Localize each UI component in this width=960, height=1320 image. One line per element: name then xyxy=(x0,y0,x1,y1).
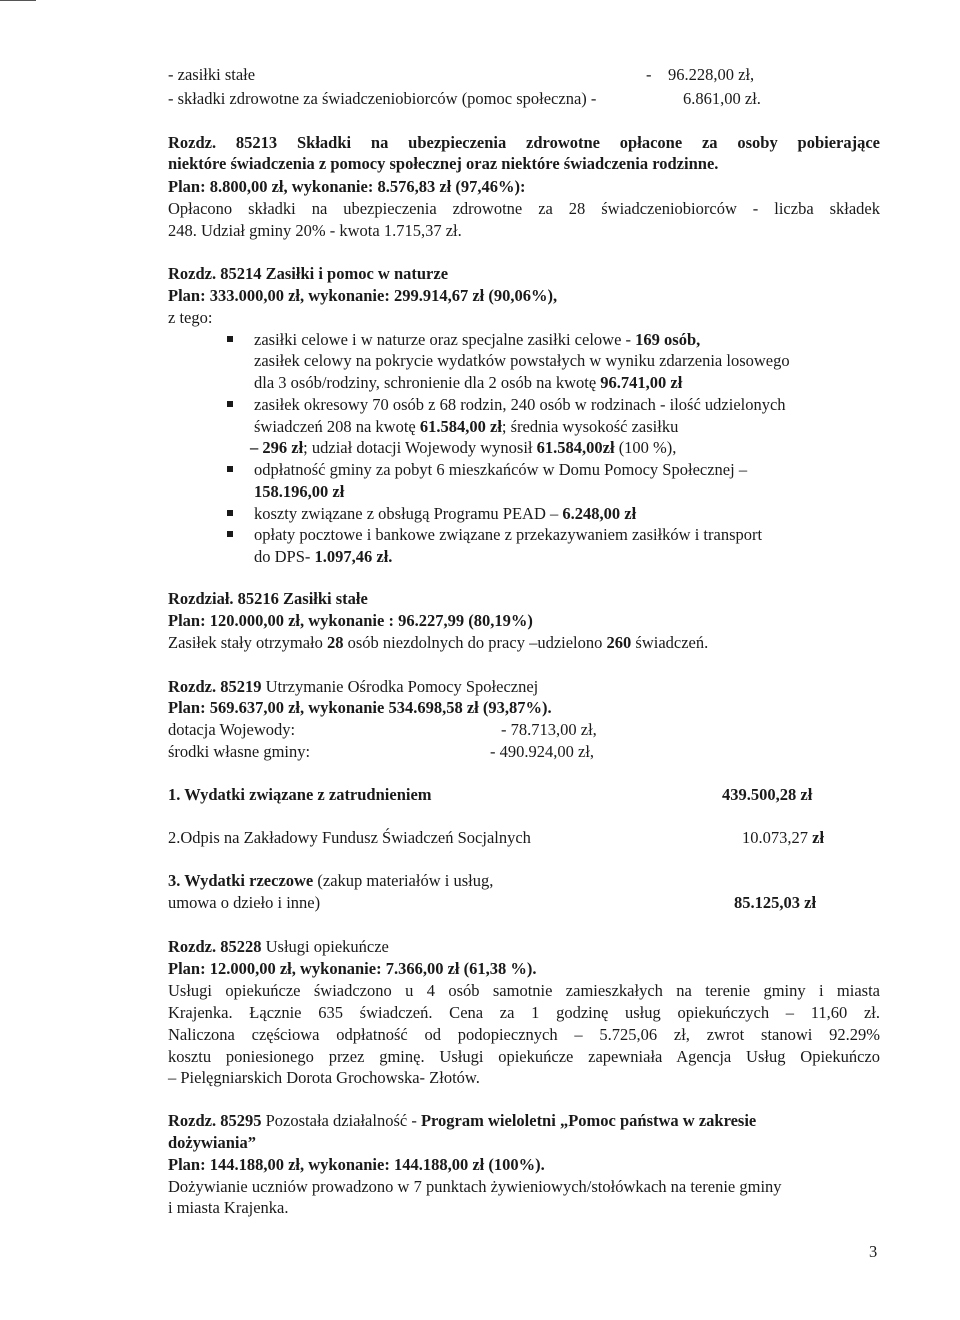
bullet2-line2: świadczeń 208 na kwotę 61.584,00 zł; średnia wysokość zasiłku xyxy=(254,417,679,436)
expense-2-amount: 10.073,27 zł xyxy=(742,828,825,847)
section-85219-srodki-amount: - 490.924,00 zł, xyxy=(490,742,595,761)
line-zasilki-stale-dash: - xyxy=(646,65,652,84)
bullet5-line1: opłaty pocztowe i bankowe związane z przekazywaniem zasiłków i transport xyxy=(254,525,763,544)
section-85213-plan: Plan: 8.800,00 zł, wykonanie: 8.576,83 zł (97,46%): xyxy=(168,177,526,196)
section-85228-heading: Rozdz. 85228 Usługi opiekuńcze xyxy=(168,937,389,956)
line-skladki-amount: 6.861,00 zł. xyxy=(683,89,761,108)
section-85219-plan: Plan: 569.637,00 zł, wykonanie 534.698,58 zł (93,87%). xyxy=(168,698,552,717)
expense-2-label: 2.Odpis na Zakładowy Fundusz Świadczeń Socjalnych xyxy=(168,828,531,847)
section-85213-text-line2: 248. Udział gminy 20% - kwota 1.715,37 zł. xyxy=(168,221,462,240)
bullet-marker xyxy=(227,510,233,516)
bullet1-line2: zasiłek celowy na pokrycie wydatków powstałych w wyniku zdarzenia losowego xyxy=(254,351,790,370)
section-85295-heading-line2: dożywiania” xyxy=(168,1133,257,1152)
bullet2-line1: zasiłek okresowy 70 osób z 68 rodzin, 240 osób w rodzinach - ilość udzielonych xyxy=(254,395,786,414)
bullet3-line1: odpłatność gminy za pobyt 6 mieszkańców w Domu Pomocy Społecznej – xyxy=(254,460,748,479)
section-85295-text-line2: i miasta Krajenka. xyxy=(168,1198,289,1217)
section-85213-text-line1: Opłacono składki na ubezpieczenia zdrowotne za 28 świadczeniobiorców - liczba składek xyxy=(168,199,880,218)
scan-edge-mark xyxy=(0,0,36,1)
section-85213-heading-line1: Rozdz. 85213 Składki na ubezpieczenia zdrowotne opłacone za osoby pobierające xyxy=(168,133,880,152)
line-zasilki-stale-label: - zasiłki stałe xyxy=(168,65,256,84)
line-skladki-label: - składki zdrowotne za świadczeniobiorców (pomoc społeczna) - xyxy=(168,89,597,108)
section-85219-dotacja-amount: - 78.713,00 zł, xyxy=(501,720,597,739)
section-85228-plan: Plan: 12.000,00 zł, wykonanie: 7.366,00 zł (61,38 %). xyxy=(168,959,537,978)
bullet1-line1: zasiłki celowe i w naturze oraz specjalne zasiłki celowe - 169 osób, xyxy=(254,330,701,349)
section-85214-heading: Rozdz. 85214 Zasiłki i pomoc w naturze xyxy=(168,264,449,283)
section-85219-srodki-label: środki własne gminy: xyxy=(168,742,311,761)
bullet-marker xyxy=(227,531,233,537)
bullet3-line2: 158.196,00 zł xyxy=(254,482,345,501)
expense-1-label: 1. Wydatki związane z zatrudnieniem xyxy=(168,785,432,804)
line-zasilki-stale-amount: 96.228,00 zł, xyxy=(668,65,755,84)
bullet-marker xyxy=(227,336,233,342)
section-85219-heading: Rozdz. 85219 Utrzymanie Ośrodka Pomocy Społecznej xyxy=(168,677,539,696)
section-85295-heading-line1: Rozdz. 85295 Pozostała działalność - Program wieloletni „Pomoc państwa w zakresie xyxy=(168,1111,757,1130)
expense-3-label-line1: 3. Wydatki rzeczowe (zakup materiałów i usług, xyxy=(168,871,494,890)
section-85228-text-line3: Naliczona częściowa odpłatność od podopiecznych – 5.725,06 zł, zwrot stanowi 92.29% xyxy=(168,1025,880,1044)
section-85214-plan: Plan: 333.000,00 zł, wykonanie: 299.914,67 zł (90,06%), xyxy=(168,286,558,305)
section-85228-text-line5: – Pielęgniarskich Dorota Grochowska- Złotów. xyxy=(168,1068,480,1087)
bullet2-line3: – 296 zł; udział dotacji Wojewody wynosił 61.584,00zł (100 %), xyxy=(250,438,677,457)
bullet-marker xyxy=(227,466,233,472)
expense-1-amount: 439.500,28 zł xyxy=(722,785,813,804)
bullet-marker xyxy=(227,401,233,407)
section-85214-z-tego: z tego: xyxy=(168,308,213,327)
bullet4-line1: koszty związane z obsługą Programu PEAD – 6.248,00 zł xyxy=(254,504,637,523)
section-85216-heading: Rozdział. 85216 Zasiłki stałe xyxy=(168,589,368,608)
section-85295-plan: Plan: 144.188,00 zł, wykonanie: 144.188,00 zł (100%). xyxy=(168,1155,545,1174)
section-85216-plan: Plan: 120.000,00 zł, wykonanie : 96.227,99 (80,19%) xyxy=(168,611,533,630)
section-85228-text-line2: Krajenka. Łącznie 635 świadczeń. Cena za 1 godzinę usług opiekuńczych – 11,60 zł. xyxy=(168,1003,880,1022)
page-number: 3 xyxy=(869,1242,878,1261)
section-85295-text-line1: Dożywianie uczniów prowadzono w 7 punktach żywieniowych/stołówkach na terenie gminy xyxy=(168,1177,782,1196)
section-85216-text: Zasiłek stały otrzymało 28 osób niezdolnych do pracy –udzielono 260 świadczeń. xyxy=(168,633,709,652)
bullet1-line3: dla 3 osób/rodziny, schronienie dla 2 osób na kwotę 96.741,00 zł xyxy=(254,373,683,392)
section-85213-heading-line2: niektóre świadczenia z pomocy społecznej oraz niektóre świadczenia rodzinne. xyxy=(168,154,719,173)
section-85228-text-line1: Usługi opiekuńcze świadczono u 4 osób samotnie zamieszkałych na terenie gminy i miasta xyxy=(168,981,880,1000)
section-85228-text-line4: kosztu poniesionego przez gminę. Usługi opiekuńcze zapewniała Agencja Usług Opiekuńczo xyxy=(168,1047,880,1066)
bullet5-line2: do DPS- 1.097,46 zł. xyxy=(254,547,393,566)
expense-3-amount: 85.125,03 zł xyxy=(734,893,817,912)
expense-3-label-line2: umowa o dzieło i inne) xyxy=(168,893,321,912)
section-85219-dotacja-label: dotacja Wojewody: xyxy=(168,720,296,739)
